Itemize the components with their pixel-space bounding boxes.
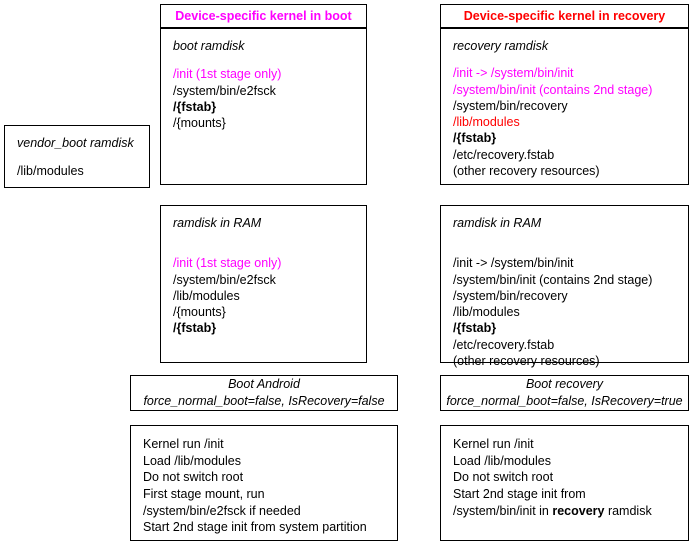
recovery-mode-line2: force_normal_boot=false, IsRecovery=true [446, 394, 683, 408]
boot-ramdisk-content [161, 29, 366, 139]
boot-steps-content [131, 426, 397, 544]
boot-ram-line: /system/bin/e2fsck [173, 272, 276, 287]
boot-mode-box [130, 375, 398, 411]
boot-ramdisk-line: /{fstab} [173, 99, 217, 114]
vendor-boot-ramdisk-content [5, 126, 149, 188]
recovery-mode-box [440, 375, 689, 411]
vendor-boot-ramdisk-line: /lib/modules [17, 164, 84, 179]
recovery-steps-box [440, 425, 689, 541]
boot-ramdisk-line: /system/bin/e2fsck [173, 83, 276, 98]
boot-ram-line: /lib/modules [173, 288, 240, 303]
boot-ramdisk-line: /init (1st stage only) [173, 67, 282, 82]
recovery-ram-line: /lib/modules [453, 305, 520, 319]
vendor-boot-ramdisk-title: vendor_boot ramdisk [17, 136, 134, 150]
recovery-step-last-bold: recovery [552, 503, 605, 518]
recovery-ramdisk-line: /lib/modules [453, 115, 520, 129]
boot-ramdisk-in-ram-title: ramdisk in RAM [173, 216, 262, 230]
recovery-ramdisk-line: (other recovery resources) [453, 163, 600, 178]
recovery-ram-line: /etc/recovery.fstab [453, 337, 555, 352]
header-recovery [440, 4, 689, 28]
recovery-step: Start 2nd stage init from [453, 486, 586, 501]
boot-steps-box [130, 425, 398, 541]
recovery-ramdisk-line: /system/bin/init (contains 2nd stage) [453, 82, 653, 97]
boot-ram-line: /{fstab} [173, 321, 217, 336]
recovery-step: Load /lib/modules [453, 453, 551, 468]
boot-mode-line1: Boot Android [228, 377, 300, 392]
recovery-ram-line: /init -> /system/bin/init [453, 256, 574, 271]
recovery-step-last-suffix: ramdisk [604, 503, 652, 518]
header-recovery-label: Device-specific kernel in recovery [463, 9, 666, 23]
boot-ram-line: /init (1st stage only) [173, 256, 282, 271]
boot-step: Start 2nd stage init from system partition [143, 520, 367, 535]
recovery-ramdisk-title: recovery ramdisk [453, 39, 549, 53]
recovery-ramdisk-line: /init -> /system/bin/init [453, 66, 574, 81]
boot-step: First stage mount, run [143, 486, 265, 501]
recovery-ram-line: (other recovery resources) [453, 353, 600, 368]
recovery-ramdisk-in-ram-title: ramdisk in RAM [453, 216, 542, 230]
header-boot [160, 4, 367, 28]
boot-step: Load /lib/modules [143, 453, 241, 468]
boot-step: Do not switch root [143, 470, 244, 485]
boot-ramdisk-box [160, 28, 367, 185]
recovery-ramdisk-in-ram-box [440, 205, 689, 368]
vendor-boot-ramdisk-box [4, 125, 150, 188]
recovery-ramdisk-line: /{fstab} [453, 131, 497, 146]
boot-ramdisk-in-ram-content [161, 206, 366, 345]
recovery-ram-line: /system/bin/init (contains 2nd stage) [453, 272, 653, 287]
boot-step: Kernel run /init [143, 437, 224, 451]
recovery-ram-line: /{fstab} [453, 321, 497, 336]
recovery-ramdisk-line: /system/bin/recovery [453, 98, 568, 113]
spacer [173, 243, 356, 255]
boot-step: /system/bin/e2fsck if needed [143, 503, 301, 518]
recovery-ramdisk-line: /etc/recovery.fstab [453, 147, 555, 162]
recovery-step: Kernel run /init [453, 437, 534, 451]
recovery-ramdisk-content [441, 29, 688, 187]
recovery-steps-content [441, 426, 688, 527]
recovery-mode-line1: Boot recovery [525, 377, 604, 392]
recovery-ramdisk-box [440, 28, 689, 185]
boot-ramdisk-in-ram-box [160, 205, 367, 363]
boot-ram-line: /{mounts} [173, 305, 226, 319]
spacer [453, 243, 678, 255]
recovery-step: Do not switch root [453, 470, 554, 485]
boot-mode-line2: force_normal_boot=false, IsRecovery=false [143, 394, 385, 408]
header-boot-label: Device-specific kernel in boot [175, 9, 352, 23]
recovery-ram-line: /system/bin/recovery [453, 288, 568, 303]
boot-ramdisk-title: boot ramdisk [173, 39, 245, 53]
recovery-step-last-prefix: /system/bin/init in [453, 503, 553, 518]
recovery-ramdisk-in-ram-content [441, 206, 688, 377]
recovery-step-last [453, 503, 678, 520]
boot-ramdisk-line: /{mounts} [173, 116, 226, 130]
